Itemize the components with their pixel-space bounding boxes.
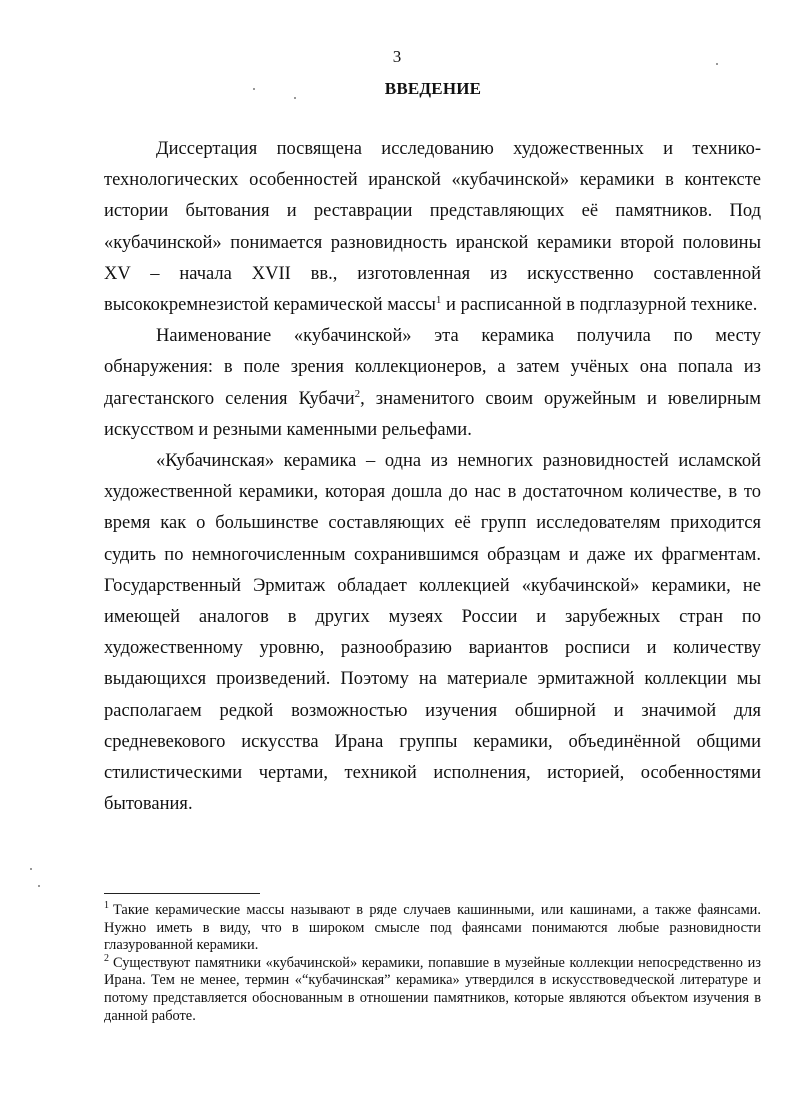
scan-speck: [38, 885, 40, 887]
paragraph-text: Диссертация посвящена исследованию художественных и технико-технологических особенностей иранской «кубачинской» керамики в контексте истории бытования и реставрации представляющих её памятников. Под «кубачинской» понимается разновидность иранской керамики второй половины XV – начала XVII вв., изготовленная из искусственно составленной высококремнезистой керамической массы: [104, 139, 761, 316]
main-text: [104, 134, 761, 820]
footnote-ref: 1: [435, 293, 442, 306]
footnote: [104, 952, 761, 1025]
footnotes: [104, 902, 761, 1025]
footnote-text: Существуют памятники «кубачинской» керамики, попавшие в музейные коллекции непосредственно из Ирана. Тем не менее, термин «“кубачинская” керамика» утвердился в искусствоведческой литературе и потому представляется обоснованным в отношении памятников, которые являются объектом изучения в данной работе.: [104, 954, 761, 1024]
paragraph-tail: , знаменитого своим оружейным и ювелирным искусством и резными каменными рельефами.: [104, 388, 761, 440]
footnote-number: 1: [104, 900, 109, 912]
page-number: 3: [392, 47, 402, 66]
footnote: [104, 902, 761, 955]
footnote-number: 2: [104, 952, 109, 964]
scan-speck: [253, 88, 255, 90]
paragraph: [104, 321, 761, 446]
paragraph-text: Наименование «кубачинской» эта керамика получила по месту обнаружения: в поле зрения коллекционеров, а затем учёных она попала из дагестанского селения Кубачи: [104, 326, 761, 409]
footnote-divider: [104, 893, 260, 894]
paragraph: [104, 446, 761, 820]
paragraph-text: «Кубачинская» керамика – одна из немногих разновидностей исламской художественной керамики, которая дошла до нас в достаточном количестве, в то время как о большинстве составляющих её групп исследователям приходится судить по немногочисленным сохранившимся образцам и даже их фрагментам. Государственный Эрмитаж обладает коллекцией «кубачинской» керамики, не имеющей аналогов в других музеях России и зарубежных стран по художественному уровню, разнообразию вариантов росписи и количеству выдающихся произведений. Поэтому на материале эрмитажной коллекции мы располагаем редкой возможностью изучения обширной и значимой для средневекового искусства Ирана группы керамики, объединённой общими стилистическими чертами, техникой исполнения, историей, особенностями бытования.: [104, 451, 761, 815]
paragraph: [104, 134, 761, 321]
scan-speck: [294, 97, 296, 99]
scan-speck: [30, 868, 32, 870]
page-title: ВВЕДЕНИЕ: [384, 79, 482, 98]
footnote-text: Такие керамические массы называют в ряде случаев кашинными, или кашинами, а также фаянсами. Нужно иметь в виду, что в широком смысле под фаянсами понимаются любые разновидности глазурованной керамики.: [104, 902, 761, 954]
footnote-ref: 2: [354, 387, 361, 400]
paragraph-tail: и расписанной в подглазурной технике.: [441, 295, 758, 316]
scan-speck: [716, 63, 718, 65]
